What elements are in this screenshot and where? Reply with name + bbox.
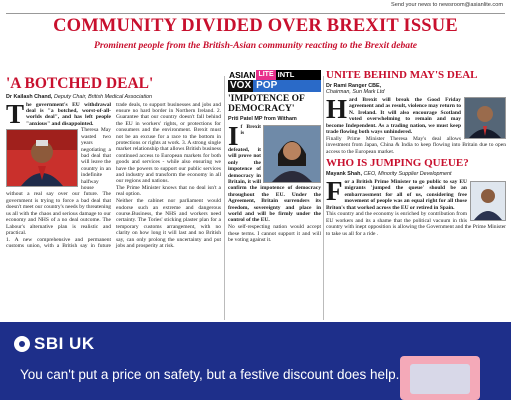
story-unite-behind-deal: [326, 70, 506, 155]
sbi-logo: SBI UK: [14, 334, 95, 354]
page-headline: COMMUNITY DIVIDED OVER BREXIT ISSUE: [53, 16, 458, 36]
top-rule: [6, 13, 505, 14]
story-impotence-democracy: [228, 76, 321, 320]
story-title: 'A BOTCHED DEAL': [6, 76, 154, 92]
portrait-photo: [6, 129, 78, 187]
sbi-logo-icon: [14, 336, 30, 352]
advert-tagline: You can't put a price on safety, but a festive discount does help.: [20, 367, 400, 382]
sbi-uk-advert[interactable]: [0, 322, 511, 400]
column-divider: [224, 76, 225, 320]
byline: Priti Patel MP from Witham: [228, 116, 297, 122]
column-divider: [323, 76, 324, 320]
story-body: For a British Prime Minister to go public to say EU migrants 'jumped the queue' should be an embarrassment for all of us, considering free movement of people was an equal right for all those Briton's that worked across the EU or retired in Spain. This country and the economy is enriched by contribution from EU workers and its a shame that the political vacuum in this country with inept opposition is allowing the Government and the Prime Minister to take us all for a ride .: [326, 175, 506, 237]
portrait-photo: [470, 181, 506, 221]
story-column-right: [326, 70, 506, 320]
story-body: If Brexit is defeated, it will prove not only the impotence of democracy in Britain, it will confirm the impotence of democracy throughout the EU. Under the Agreement, Britain surrenders its freedom, sovereignty and place in world and will be firmly under the control of the EU. No self-respecting nation would accept these terms. I cannot support it and will be voting against it.: [228, 121, 321, 243]
story-jumping-queue: [326, 158, 506, 237]
byline: Dr Kailash Chand, Deputy Chair, British Medical Association: [6, 93, 153, 100]
story-title: WHO IS JUMPING QUEUE?: [326, 156, 469, 169]
story-title: UNITE BEHIND MAY'S DEAL: [326, 70, 478, 81]
byline: Mayank Shah, CEO, Minority Supplier Development: [326, 170, 452, 177]
story-body: Hard Brexit will break the Good Friday agreement and as result, violence may return to N. Ireland. It will also encourage Scotland voted overwhelming to remain and may become Independent. As a trading nation, we must keep trade flowing both ways unhindered. Finally Prime Minister Theresa May's deal allows investment from Japan, China & India to keep flowing into Britain due to open access to the European market.: [326, 94, 506, 155]
story-body: The government's EU withdrawal deal is "a botched, worst-of-all-worlds deal", and has left people "anxious" and disappointed. Theresa May wasted two years negotiating a bad deal that will leave the country in an indefinite halfway house without a real say over our future. The government is trying to force a bad deal that doesn't meet our country's needs by threatening us all with the chaos and serious damage to our economy and NHS of a no deal outcome. The Labour's alternative plan is realistic and practical. 1. A new comprehensive and permanent customs union, with a British say in future trade deals, to support businesses and jobs and ensure no hard border in Northern Ireland. 2. Guarantee that our country doesn't fall behind the EU in workers' rights, or protections for consumers and the environment. Brexit must not be an excuse for a race to the bottom in protections or rights at work. 3. A strong single market relationship that allows British business continued access to European markets for both goods and services - while also ensuring we have the powers to support our public services and industry and transform the economy in all our regions and nations. The Prime Minister knows that no deal isn't a real option. Neither the cabinet nor parliament would endorse such an extreme and dangerous course.Business, the NHS and workers need certainty. The Tories' sticking plaster plan for a temporary customs arrangement, with no clarity on how long it will last and no British say, can only prolong the uncertainty and put jobs and prosperity at risk.: [6, 98, 221, 250]
byline: Dr Rami Ranger CBE, Chairman, Sun Mark Ltd: [326, 83, 385, 95]
asianlite-vox-pop-logo: ASIAN LITE INTL VOX POP: [228, 70, 321, 92]
story-title: 'IMPOTENCE OF DEMOCRACY': [228, 94, 305, 114]
top-email-line: Send your news to newsroom@asianlite.com: [390, 2, 503, 8]
portrait-photo: [263, 125, 321, 183]
advert-graphic: [400, 356, 480, 400]
portrait-photo: [464, 97, 506, 139]
page-subhead: Prominent people from the British-Asian community reacting to the Brexit debate: [93, 40, 417, 51]
story-botched-deal: [6, 76, 221, 320]
